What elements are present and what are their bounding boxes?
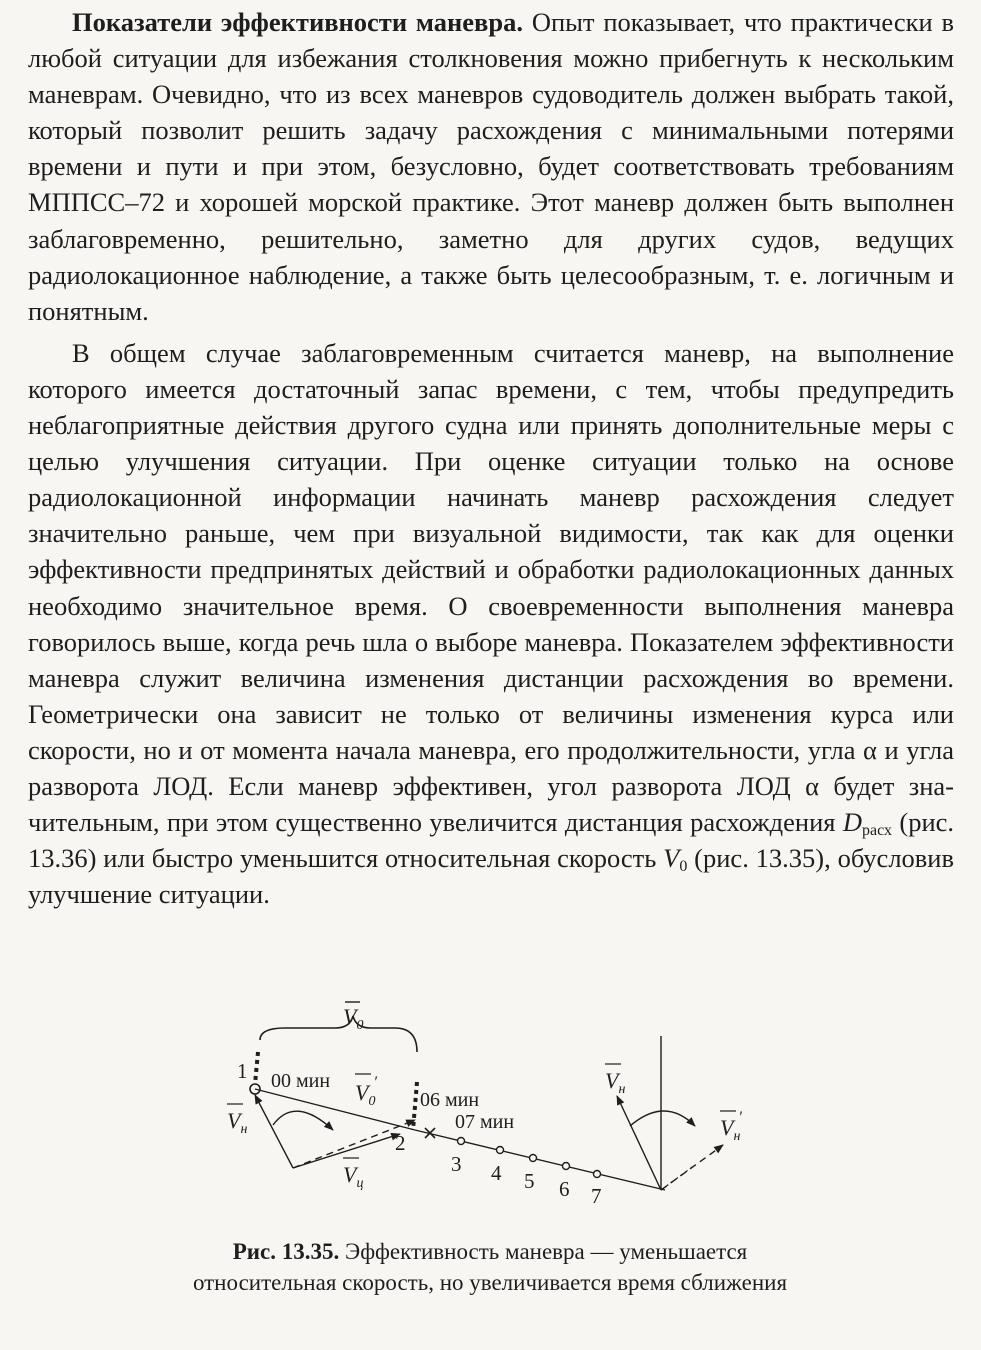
svg-text:V0′: $V_0'$ bbox=[355, 1074, 377, 1109]
origin-dashed bbox=[661, 1165, 695, 1190]
vn-right-arrow bbox=[617, 1096, 661, 1190]
brace bbox=[260, 1016, 417, 1052]
d-symbol: D bbox=[842, 807, 862, 838]
paragraph-2 bbox=[28, 335, 954, 913]
relative-motion-line bbox=[255, 1089, 415, 1130]
paragraph-heading: Показатели эффективности маневра. bbox=[72, 7, 523, 37]
svg-text:07 мин: 07 мин bbox=[455, 1111, 515, 1133]
figure-caption bbox=[60, 1236, 920, 1298]
d-subscript: расх bbox=[861, 822, 892, 840]
rotation-arc-left bbox=[273, 1111, 333, 1130]
v-symbol: V bbox=[663, 843, 680, 874]
svg-text:Vн: $V_н$ bbox=[227, 1108, 248, 1137]
svg-text:Vн′: $V_н'$ bbox=[720, 1109, 742, 1144]
paragraph-2-text-c: (рис. 13.35), обусловив улучшение ситуации. bbox=[28, 843, 954, 910]
rotation-arc-right bbox=[630, 1111, 695, 1126]
svg-text:Vц: $V_ц$ bbox=[343, 1162, 364, 1191]
svg-text:6: 6 bbox=[559, 1177, 570, 1201]
svg-text:4: 4 bbox=[491, 1161, 502, 1185]
caption-line-1: Эффективность маневра — уменьшается bbox=[345, 1239, 748, 1264]
svg-text:5: 5 bbox=[524, 1169, 535, 1193]
svg-text:V0: $V_0$ bbox=[343, 1004, 364, 1033]
dotted-marker-1 bbox=[255, 1052, 258, 1084]
page-body bbox=[28, 4, 954, 912]
paragraph-2-text-a: В общем случае заблаговременным считается маневр, на выполнение которого имеется достаточный запас времени, с тем, чтобы предупредить неблагоприятные действия другого судна или принять дополнительные меры с целью улучшения ситуации. При оценке ситуации только на основе радиолокационной информации начинать маневр расхождения следует значительно раньше, чем при визуальной видимости, так как для оценки эффективности предпринятых действий и обработки радиолокационных данных необходимо значительное время. О своевременности выполнения маневра говорилось выше, когда речь шла о выборе маневра. Показателем эффективности маневра служит величина изменения дистанции расхождения во времени. Геометрически она зависит не только от величины изменения курса или скорости, но и от момента начала маневра, его продолжительности, угла α и угла разворота ЛОД. Если маневр эффективен, угол разворота ЛОД α будет значительным, при этом существенно увеличится дистанция расхождения bbox=[28, 337, 954, 838]
paragraph-1 bbox=[28, 4, 954, 329]
maneuver-diagram bbox=[225, 1000, 765, 1225]
svg-text:00 мин: 00 мин bbox=[271, 1070, 331, 1092]
svg-text:06 мин: 06 мин bbox=[420, 1089, 480, 1111]
svg-text:3: 3 bbox=[451, 1152, 462, 1176]
caption-line-2: относительная скорость, но увеличивается время сближения bbox=[192, 1270, 788, 1295]
svg-text:1: 1 bbox=[237, 1059, 248, 1083]
paragraph-1-text: Опыт показывает, что практически в любой ситуации для избежания столкновения можно прибегнуть к нескольким маневрам. Очевидно, что из всех маневров судоводитель должен выбрать такой, который позволит решить задачу расхождения с минимальными потерями времени и пути и при этом, безусловно, будет соответствовать требованиям МППСС–72 и хорошей морской практике. Этот маневр должен быть выполнен заблаговременно, решительно, заметно для других судов, ведущих радиолокационное наблюдение, а также быть целесообразным, т. е. логичным и понятным. bbox=[28, 7, 955, 326]
caption-label: Рис. 13.35. bbox=[232, 1239, 340, 1264]
svg-text:Vн: $V_н$ bbox=[605, 1068, 626, 1097]
dotted-marker-2 bbox=[413, 1082, 417, 1130]
figure-13-35 bbox=[225, 1000, 765, 1225]
svg-text:7: 7 bbox=[591, 1184, 602, 1208]
v-subscript: 0 bbox=[679, 858, 688, 876]
paragraph-2-text-b: (рис. 13.36) или быстро уменьшится относительная скорость bbox=[28, 807, 955, 874]
svg-text:2: 2 bbox=[395, 1131, 406, 1155]
vn-left-arrow bbox=[255, 1095, 293, 1168]
